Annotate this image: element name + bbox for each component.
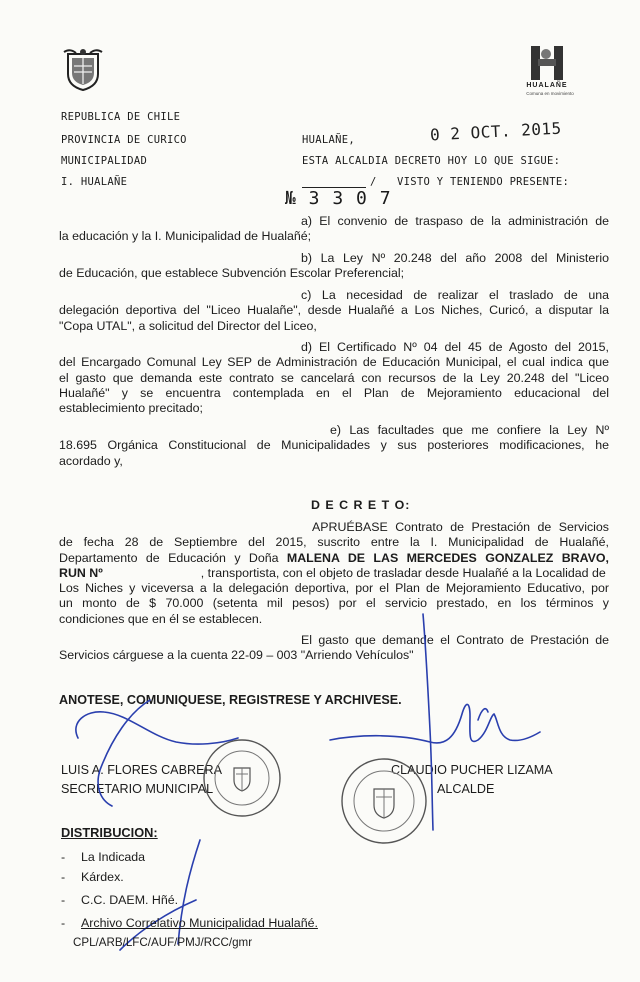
initials-line: CPL/ARB/LFC/AUF/PMJ/RCC/gmr	[73, 936, 253, 949]
considerando-d-line4: Hualañé" y se encuentra contemplada en el Plan de Mejoramiento educacional del	[59, 385, 609, 400]
considerando-c-line1: c) La necesidad de realizar el traslado de una	[301, 288, 609, 302]
decreto-p1-line3-text: Departamento de Educación y Doña	[59, 550, 287, 565]
header-municipalidad: MUNICIPALIDAD	[61, 155, 148, 167]
considerando-d-line5: establecimiento precitado;	[59, 401, 203, 416]
secretario-name: LUIS A. FLORES CABRERA	[61, 763, 222, 777]
contractor-name: MALENA DE LAS MERCEDES GONZALEZ BRAVO,	[286, 550, 609, 565]
alcalde-name: CLAUDIO PUCHER LIZAMA	[391, 763, 553, 777]
logo-name: HUALAÑE	[526, 82, 568, 89]
considerando-c-line3: "Copa UTAL", a solicitud del Director del Liceo,	[59, 318, 317, 333]
considerando-a-line1: a) El convenio de traspaso de la administración de	[301, 214, 609, 228]
distribucion-item-2: Kárdex.	[81, 870, 124, 884]
considerando-e-line3: acordado y,	[59, 453, 123, 468]
run-label: RUN Nº	[59, 565, 103, 580]
date-stamp: 0 2 OCT. 2015	[429, 118, 563, 145]
header-provincia: PROVINCIA DE CURICO	[61, 134, 187, 146]
considerando-e-line1: e) Las facultades que me confiere la Ley Nº	[330, 423, 609, 437]
decreto-p1-line2: de fecha 28 de Septiembre del 2015, suscrito entre la I. Municipalidad de Hualañé,	[59, 535, 609, 550]
decree-number-stamp: № 3 3 0 7	[285, 188, 392, 209]
distribucion-item-1: La Indicada	[81, 850, 146, 864]
considerando-e-line2: 18.695 Orgánica Constitucional de Municipalidades y sus posteriores modificaciones, he	[59, 438, 609, 453]
distribucion-dash-4: -	[61, 916, 66, 930]
considerando-b-line2: de Educación, que establece Subvención Escolar Preferencial;	[59, 266, 405, 281]
distribucion-item-3: C.C. DAEM. Hñé.	[81, 893, 179, 907]
decreto-p1-line5: Los Niches y viceversa a la delegación deportiva, por el Plan de Mejoramiento Educativo, por	[59, 581, 609, 596]
decreto-heading: D E C R E T O:	[311, 498, 411, 512]
considerando-a-line2: la educación y la I. Municipalidad de Hualañé;	[59, 229, 312, 244]
secretario-title: SECRETARIO MUNICIPAL	[61, 782, 214, 796]
distribucion-item-4: Archivo Correlativo Municipalidad Hualañé.	[81, 916, 318, 930]
considerando-d-line1: d) El Certificado Nº 04 del 45 de Agosto del 2015,	[301, 340, 609, 354]
distribucion-heading: DISTRIBUCION:	[61, 825, 158, 840]
considerando-d-line2: del Encargado Comunal Ley SEP de Administración de Educación Municipal, el cual indica que	[59, 355, 609, 370]
distribucion-dash-1: -	[61, 850, 66, 864]
anotese-line: ANOTESE, COMUNIQUESE, REGISTRESE Y ARCHIVESE.	[59, 693, 402, 707]
decreto-p1-line4-text: , transportista, con el objeto de trasladar desde Hualañé a la Localidad de	[200, 565, 606, 580]
visto-label: VISTO Y TENIENDO PRESENTE:	[397, 176, 570, 188]
decreto-p2-line2: Servicios cárguese a la cuenta 22-09 – 003 "Arriendo Vehículos"	[59, 648, 414, 663]
logo-subtitle: Comuna en movimiento	[526, 91, 574, 96]
considerando-c-line2: delegación deportiva del "Liceo Hualañe", desde Hualañé a Los Niches, Curicó, a disputar la	[59, 303, 609, 318]
header-hualane: I. HUALAÑE	[61, 176, 128, 188]
considerando-d-line3: el gasto que demanda este contrato se cancelará con recursos de la Ley 20.248 del "Liceo	[59, 370, 609, 385]
distribucion-dash-2: -	[61, 870, 66, 884]
alcalde-title: ALCALDE	[437, 782, 495, 796]
city-label: HUALAÑE,	[302, 134, 355, 146]
header-republica: REPUBLICA DE CHILE	[61, 111, 181, 123]
distribucion-dash-3: -	[61, 893, 66, 907]
decreto-p1-line6: un monto de $ 70.000 (setenta mil pesos) por el servicio prestado, en los términos y	[59, 596, 609, 611]
decreto-p1-line1: APRUÉBASE Contrato de Prestación de Servicios	[312, 520, 609, 534]
decreto-p1-line7: condiciones que en él se establecen.	[59, 611, 263, 626]
visto-slash: /	[370, 176, 377, 188]
alcaldia-line: ESTA ALCALDIA DECRETO HOY LO QUE SIGUE:	[302, 155, 561, 167]
considerando-b-line1: b) La Ley Nº 20.248 del año 2008 del Ministerio	[301, 251, 609, 265]
decreto-p2-line1: El gasto que demande el Contrato de Prestación de	[301, 633, 609, 647]
